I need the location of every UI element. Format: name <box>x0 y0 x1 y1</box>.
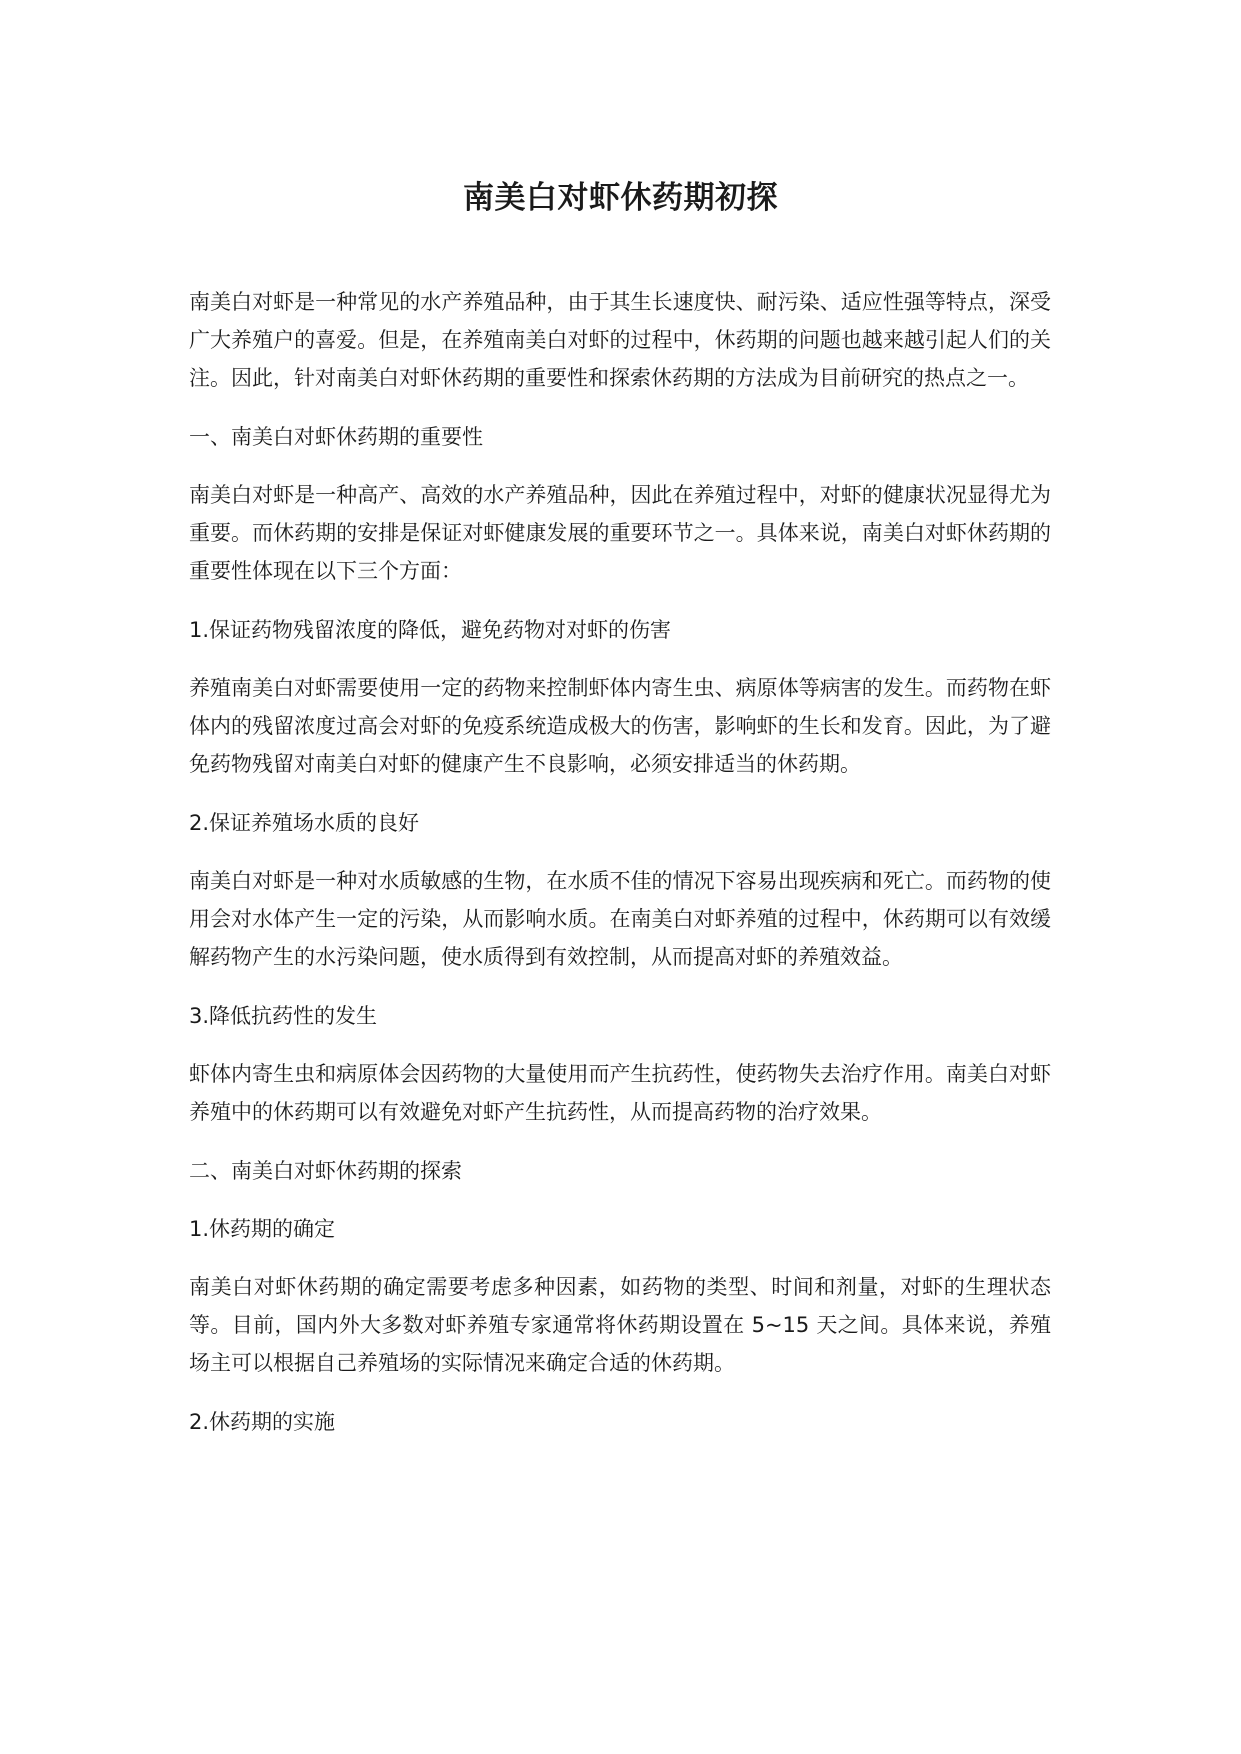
subsection-heading: 1.保证药物残留浓度的降低，避免药物对对虾的伤害 <box>189 618 672 642</box>
document-body <box>189 283 1051 1461</box>
paragraph: 南美白对虾是一种对水质敏感的生物，在水质不佳的情况下容易出现疾病和死亡。而药物的使用会对水体产生一定的污染，从而影响水质。在南美白对虾养殖的过程中，休药期可以有效缓解药物产生的水污染问题，使水质得到有效控制，从而提高对虾的养殖效益。 <box>189 869 1051 969</box>
subsection-heading: 1.休药期的确定 <box>189 1217 336 1241</box>
paragraph: 南美白对虾是一种常见的水产养殖品种，由于其生长速度快、耐污染、适应性强等特点，深受广大养殖户的喜爱。但是，在养殖南美白对虾的过程中，休药期的问题也越来越引起人们的关注。因此，针对南美白对虾休药期的重要性和探索休药期的方法成为目前研究的热点之一。 <box>189 290 1051 390</box>
subsection-heading: 2.休药期的实施 <box>189 1410 336 1434</box>
section-heading: 二、南美白对虾休药期的探索 <box>189 1159 462 1183</box>
section-heading: 一、南美白对虾休药期的重要性 <box>189 425 483 449</box>
document-title: 南美白对虾休药期初探 <box>463 180 778 216</box>
subsection-heading: 3.降低抗药性的发生 <box>189 1004 378 1028</box>
paragraph: 养殖南美白对虾需要使用一定的药物来控制虾体内寄生虫、病原体等病害的发生。而药物在虾体内的残留浓度过高会对虾的免疫系统造成极大的伤害，影响虾的生长和发育。因此，为了避免药物残留对南美白对虾的健康产生不良影响，必须安排适当的休药期。 <box>189 676 1051 776</box>
subsection-heading: 2.保证养殖场水质的良好 <box>189 811 420 835</box>
paragraph: 虾体内寄生虫和病原体会因药物的大量使用而产生抗药性，使药物失去治疗作用。南美白对虾养殖中的休药期可以有效避免对虾产生抗药性，从而提高药物的治疗效果。 <box>189 1062 1051 1124</box>
paragraph: 南美白对虾是一种高产、高效的水产养殖品种，因此在养殖过程中，对虾的健康状况显得尤为重要。而休药期的安排是保证对虾健康发展的重要环节之一。具体来说，南美白对虾休药期的重要性体现在以下三个方面： <box>189 483 1051 583</box>
paragraph: 南美白对虾休药期的确定需要考虑多种因素，如药物的类型、时间和剂量，对虾的生理状态等。目前，国内外大多数对虾养殖专家通常将休药期设置在 5~15 天之间。具体来说，养殖场主可以根据自己养殖场的实际情况来确定合适的休药期。 <box>189 1275 1051 1375</box>
